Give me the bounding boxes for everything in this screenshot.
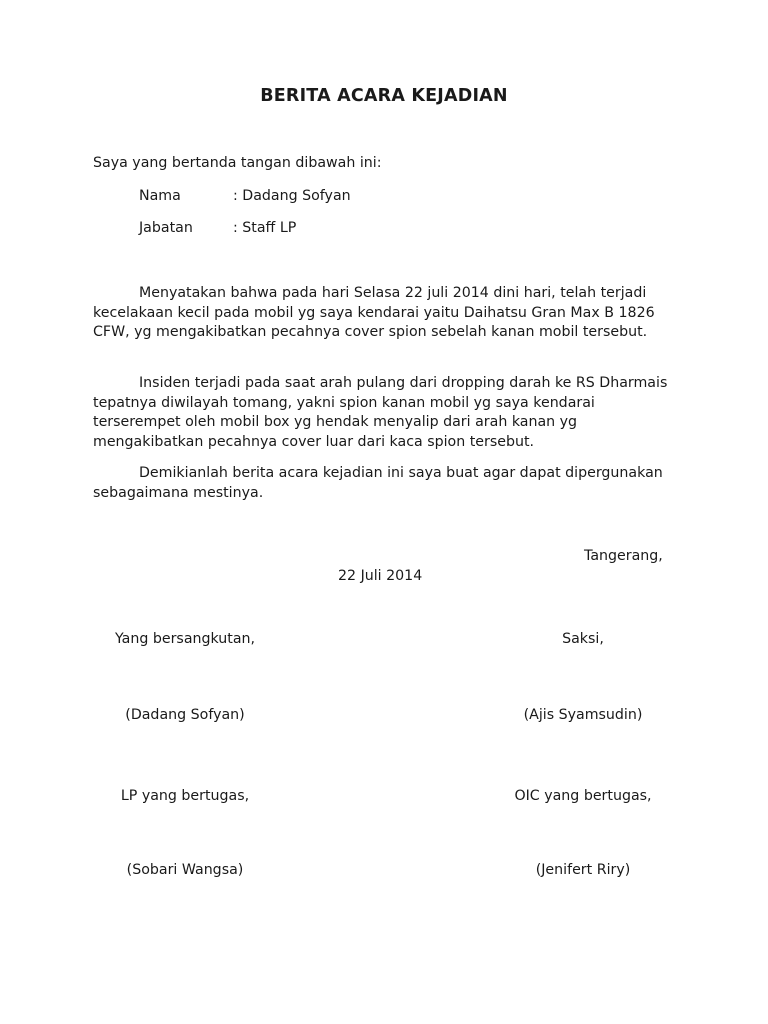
place-text: Tangerang, [584,548,663,564]
closing-paragraph: Demikianlah berita acara kejadian ini saya buat agar dapat dipergunakan sebagaimana mestinya. [93,465,663,501]
document-title: BERITA ACARA KEJADIAN [260,86,508,106]
signatory-role-right-1: Saksi, [562,631,604,647]
position-field [139,220,296,236]
incident-paragraph: Insiden terjadi pada saat arah pulang dari dropping darah ke RS Dharmais tepatnya diwilayah tomang, yakni spion kanan mobil yg saya kendarai terserempet oleh mobil box yg hendak menyalip dari arah kanan yg mengakibatkan pecahnya cover luar dari kaca spion tersebut. [93,375,668,450]
signatory-name-right-2: (Jenifert Riry) [535,862,631,878]
name-field [139,188,351,204]
position-value: : Staff LP [233,220,297,236]
signatory-role-left-1: Yang bersangkutan, [114,631,256,647]
intro-text: Saya yang bertanda tangan dibawah ini: [93,155,382,171]
name-value: : Dadang Sofyan [233,188,351,204]
signatory-role-right-2: OIC yang bertugas, [514,788,652,804]
position-label: Jabatan [139,220,193,236]
signatory-name-left-2: (Sobari Wangsa) [126,862,244,878]
statement-paragraph: Menyatakan bahwa pada hari Selasa 22 juli 2014 dini hari, telah terjadi kecelakaan kecil pada mobil yg saya kendarai yaitu Daihatsu Gran Max B 1826 CFW, yg mengakibatkan pecahnya cover spion sebelah kanan mobil tersebut. [93,285,655,340]
signatory-name-right-1: (Ajis Syamsudin) [523,707,643,723]
signatory-role-left-2: LP yang bertugas, [120,788,250,804]
date-text: 22 Juli 2014 [338,568,423,584]
name-label: Nama [139,188,181,204]
signatory-name-left-1: (Dadang Sofyan) [125,707,245,723]
